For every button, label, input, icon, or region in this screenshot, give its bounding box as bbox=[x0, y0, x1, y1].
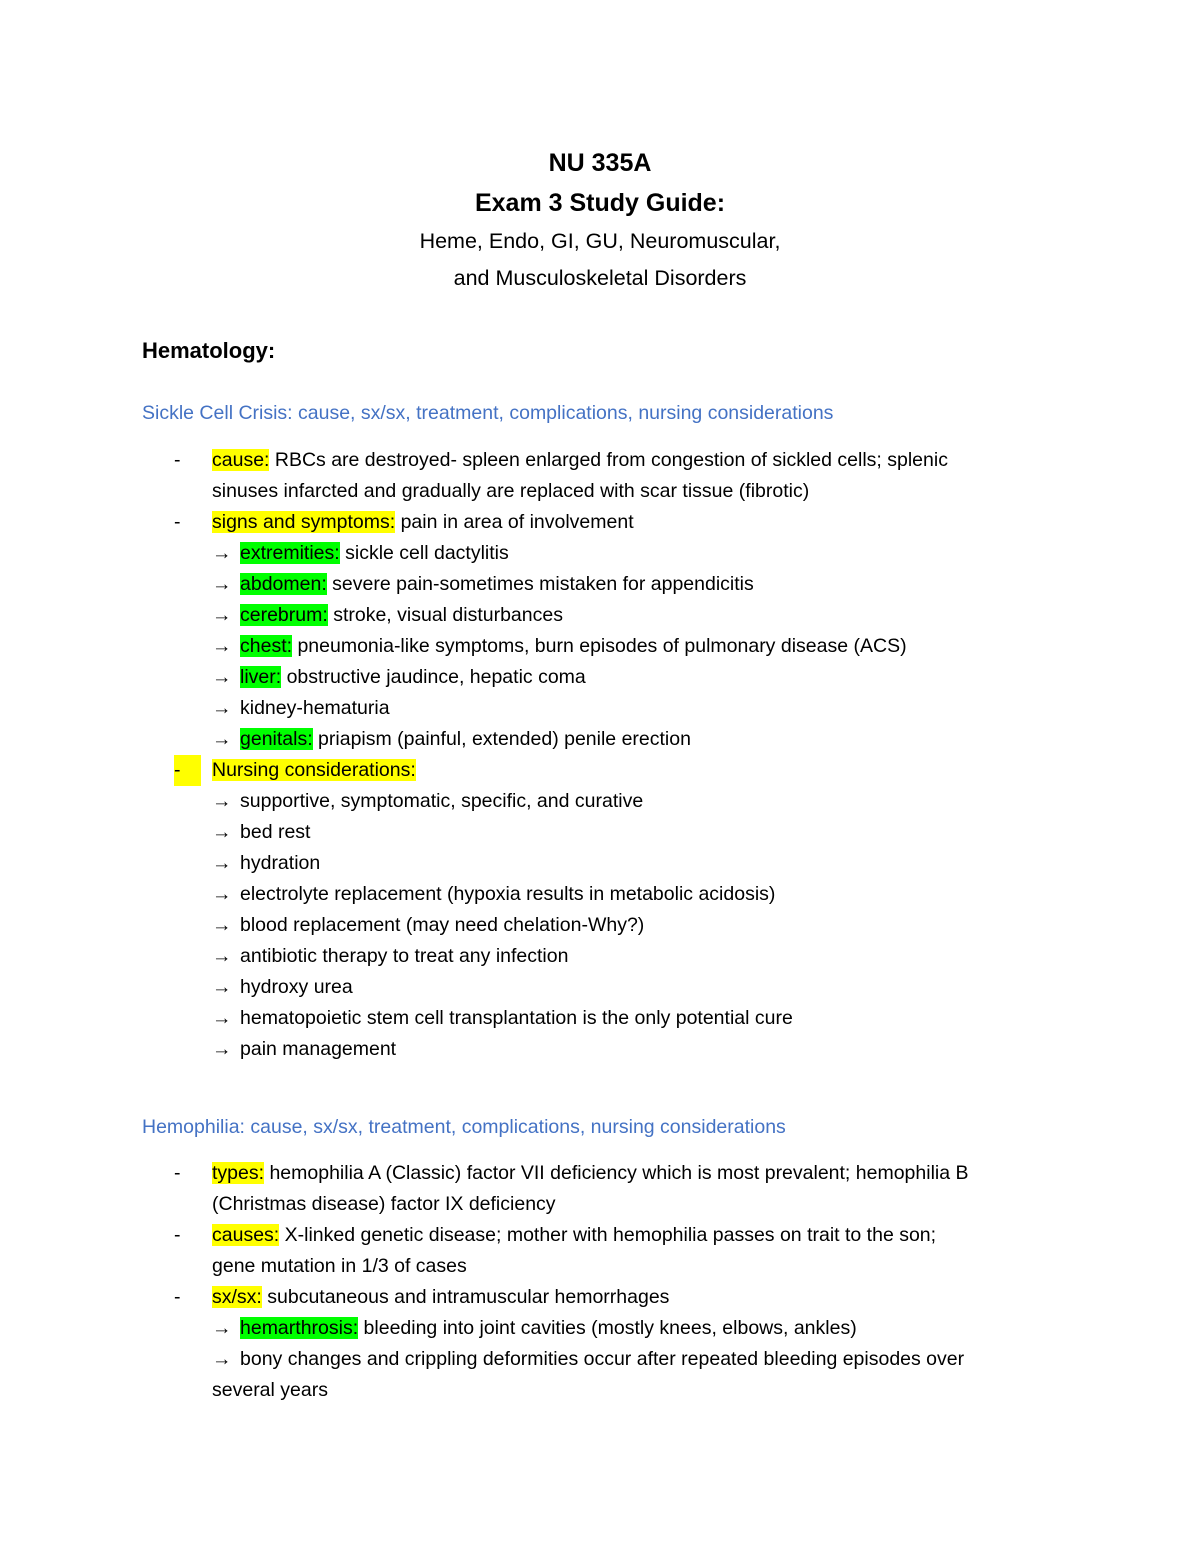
list-item: - sx/sx: subcutaneous and intramuscular hemorrhages bbox=[0, 1282, 1200, 1313]
arrow-icon: → bbox=[212, 635, 232, 657]
signs-label: signs and symptoms: bbox=[212, 511, 396, 533]
types-label: types: bbox=[212, 1162, 265, 1184]
sub-item: → hydration bbox=[0, 848, 1200, 879]
topic-heading-sickle-cell: Sickle Cell Crisis: cause, sx/sx, treatment, complications, nursing considerations bbox=[142, 402, 834, 424]
arrow-icon: → bbox=[212, 542, 232, 564]
sub-item: → antibiotic therapy to treat any infection bbox=[0, 941, 1200, 972]
sub-item: → liver: obstructive jaudince, hepatic coma bbox=[0, 662, 1200, 693]
arrow-icon: → bbox=[212, 1348, 232, 1370]
arrow-icon: → bbox=[212, 1007, 232, 1029]
arrow-icon: → bbox=[212, 697, 232, 719]
arrow-icon: → bbox=[212, 790, 232, 812]
sub-item: → supportive, symptomatic, specific, and curative bbox=[0, 786, 1200, 817]
dash-bullet: - bbox=[174, 1224, 181, 1246]
nursing-label: Nursing considerations: bbox=[212, 759, 416, 781]
list-item bbox=[0, 755, 1200, 786]
arrow-icon: → bbox=[212, 821, 232, 843]
list-item bbox=[0, 445, 1200, 476]
list-item-continuation: several years bbox=[212, 1379, 328, 1401]
subtitle-line-1: Heme, Endo, GI, GU, Neuromuscular, bbox=[419, 229, 781, 253]
topic-heading-hemophilia: Hemophilia: cause, sx/sx, treatment, complications, nursing considerations bbox=[142, 1116, 786, 1138]
dash-bullet: - bbox=[174, 1162, 181, 1184]
hemophilia-list bbox=[0, 1158, 1200, 1406]
list-item bbox=[0, 507, 1200, 538]
sub-item: → cerebrum: stroke, visual disturbances bbox=[0, 600, 1200, 631]
cause-label: cause: bbox=[212, 449, 270, 471]
list-item-continuation: gene mutation in 1/3 of cases bbox=[212, 1255, 467, 1277]
sub-item: → pain management bbox=[0, 1034, 1200, 1065]
arrow-icon: → bbox=[212, 1038, 232, 1060]
sub-item: → extremities: sickle cell dactylitis bbox=[0, 538, 1200, 569]
arrow-icon: → bbox=[212, 604, 232, 626]
arrow-icon: → bbox=[212, 573, 232, 595]
list-item-continuation: sinuses infarcted and gradually are replaced with scar tissue (fibrotic) bbox=[212, 480, 810, 502]
sub-item: → bed rest bbox=[0, 817, 1200, 848]
cause-text: RBCs are destroyed- spleen enlarged from congestion of sickled cells; splenic bbox=[269, 449, 948, 471]
sub-item: → kidney-hematuria bbox=[0, 693, 1200, 724]
list-item: - causes: X-linked genetic disease; mother with hemophilia passes on trait to the son; bbox=[0, 1220, 1200, 1251]
title-block bbox=[0, 143, 1200, 297]
dash-bullet: - bbox=[174, 511, 181, 533]
sub-item: → genitals: priapism (painful, extended) penile erection bbox=[0, 724, 1200, 755]
sickle-cell-list bbox=[0, 445, 1200, 1065]
arrow-icon: → bbox=[212, 728, 232, 750]
list-item: - types: hemophilia A (Classic) factor VII deficiency which is most prevalent; hemophilia B bbox=[0, 1158, 1200, 1189]
sub-item: → hemarthrosis: bleeding into joint cavities (mostly knees, elbows, ankles) bbox=[0, 1313, 1200, 1344]
causes-label: causes: bbox=[212, 1224, 280, 1246]
sub-item: → hydroxy urea bbox=[0, 972, 1200, 1003]
arrow-icon: → bbox=[212, 1317, 232, 1339]
arrow-icon: → bbox=[212, 945, 232, 967]
sub-item: → hematopoietic stem cell transplantation is the only potential cure bbox=[0, 1003, 1200, 1034]
sub-item: → abdomen: severe pain-sometimes mistaken for appendicitis bbox=[0, 569, 1200, 600]
dash-bullet: - bbox=[174, 755, 201, 786]
arrow-icon: → bbox=[212, 976, 232, 998]
exam-title: Exam 3 Study Guide: bbox=[474, 189, 726, 217]
list-item-continuation: (Christmas disease) factor IX deficiency bbox=[212, 1193, 556, 1215]
subtitle-line-2: and Musculoskeletal Disorders bbox=[453, 266, 747, 290]
arrow-icon: → bbox=[212, 666, 232, 688]
dash-bullet: - bbox=[174, 1286, 181, 1308]
sub-item: → bony changes and crippling deformities occur after repeated bleeding episodes over bbox=[0, 1344, 1200, 1375]
dash-bullet: - bbox=[174, 449, 181, 471]
course-title: NU 335A bbox=[548, 149, 652, 177]
sx-label: sx/sx: bbox=[212, 1286, 262, 1308]
section-heading-hematology: Hematology: bbox=[142, 338, 276, 363]
signs-text: pain in area of involvement bbox=[395, 511, 634, 533]
sub-item: → electrolyte replacement (hypoxia results in metabolic acidosis) bbox=[0, 879, 1200, 910]
sub-item: → blood replacement (may need chelation-Why?) bbox=[0, 910, 1200, 941]
arrow-icon: → bbox=[212, 852, 232, 874]
arrow-icon: → bbox=[212, 883, 232, 905]
arrow-icon: → bbox=[212, 914, 232, 936]
sub-item: → chest: pneumonia-like symptoms, burn episodes of pulmonary disease (ACS) bbox=[0, 631, 1200, 662]
